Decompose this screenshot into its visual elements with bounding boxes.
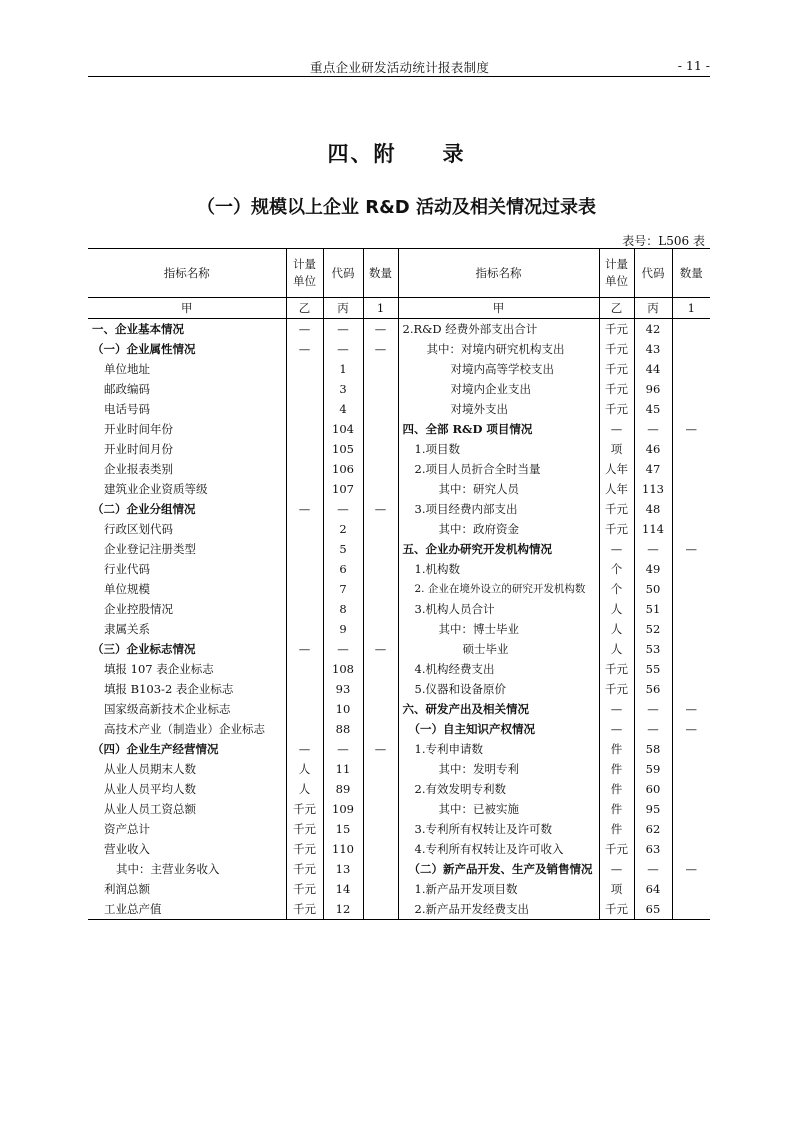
- col-letter-name: 甲: [88, 298, 286, 319]
- code-cell: 53: [634, 639, 672, 659]
- quantity-cell: —: [363, 319, 398, 340]
- unit-cell: 件: [599, 819, 634, 839]
- code-cell: 1: [323, 359, 363, 379]
- indicator-name: 行业代码: [104, 562, 150, 576]
- code-cell: 43: [634, 339, 672, 359]
- quantity-cell: —: [672, 859, 710, 879]
- unit-cell: [286, 559, 323, 579]
- quantity-cell: [672, 459, 710, 479]
- code-cell: 59: [634, 759, 672, 779]
- column-letter-row: [88, 298, 710, 319]
- quantity-cell: [672, 479, 710, 499]
- indicator-name: 五、企业办研究开发机构情况: [398, 539, 599, 559]
- unit-cell: [286, 579, 323, 599]
- indicator-name: 国家级高新技术企业标志: [104, 702, 231, 716]
- quantity-cell: [363, 619, 398, 639]
- indicator-name: 四、全部 R&D 项目情况: [398, 419, 599, 439]
- quantity-cell: [672, 639, 710, 659]
- code-cell: 46: [634, 439, 672, 459]
- quantity-cell: [672, 739, 710, 759]
- table-row: [88, 479, 710, 499]
- quantity-cell: [672, 799, 710, 819]
- code-cell: 5: [323, 539, 363, 559]
- table-row: [88, 679, 710, 699]
- code-cell: 2: [323, 519, 363, 539]
- col-header-name: 指标名称: [398, 249, 599, 298]
- code-cell: 4: [323, 399, 363, 419]
- table-row: [88, 559, 710, 579]
- unit-cell: —: [599, 419, 634, 439]
- unit-cell: [286, 439, 323, 459]
- quantity-cell: [672, 659, 710, 679]
- unit-cell: 千元: [286, 899, 323, 920]
- indicator-name: 4.机构经费支出: [398, 659, 599, 679]
- code-cell: 12: [323, 899, 363, 920]
- quantity-cell: [363, 779, 398, 799]
- quantity-cell: —: [672, 699, 710, 719]
- unit-cell: —: [286, 319, 323, 340]
- code-cell: 63: [634, 839, 672, 859]
- code-cell: 107: [323, 479, 363, 499]
- table-title: （一）规模以上企业 R&D 活动及相关情况过录表: [196, 197, 597, 218]
- unit-cell: —: [599, 719, 634, 739]
- table-header-row: [88, 249, 710, 298]
- indicator-name: 对境外支出: [398, 399, 599, 419]
- table-row: [88, 759, 710, 779]
- unit-cell: [286, 359, 323, 379]
- table-row: [88, 879, 710, 899]
- code-cell: 64: [634, 879, 672, 899]
- quantity-cell: [363, 659, 398, 679]
- indicator-name: 2.有效发明专利数: [398, 779, 599, 799]
- table-row: [88, 439, 710, 459]
- code-cell: 58: [634, 739, 672, 759]
- unit-cell: 件: [599, 799, 634, 819]
- indicator-name: 单位规模: [104, 582, 150, 596]
- code-cell: 42: [634, 319, 672, 340]
- indicator-name: 填报 B103-2 表企业标志: [104, 682, 234, 696]
- table-number: 表号：L506 表: [622, 234, 705, 248]
- code-cell: 48: [634, 499, 672, 519]
- unit-cell: 件: [599, 759, 634, 779]
- table-row: [88, 659, 710, 679]
- quantity-cell: [363, 419, 398, 439]
- quantity-cell: [672, 399, 710, 419]
- code-cell: 9: [323, 619, 363, 639]
- indicator-name: 2.项目人员折合全时当量: [398, 459, 599, 479]
- unit-cell: 千元: [599, 339, 634, 359]
- quantity-cell: [672, 599, 710, 619]
- unit-cell: —: [599, 699, 634, 719]
- indicator-name: 电话号码: [104, 402, 150, 416]
- unit-cell: [286, 459, 323, 479]
- unit-cell: 个: [599, 579, 634, 599]
- code-cell: 49: [634, 559, 672, 579]
- unit-cell: 人: [286, 759, 323, 779]
- indicator-name: （三）企业标志情况: [92, 642, 196, 656]
- table-row: [88, 519, 710, 539]
- col-letter-unit: 乙: [286, 298, 323, 319]
- indicator-name: 对境内高等学校支出: [398, 359, 599, 379]
- indicator-name: 开业时间年份: [104, 422, 173, 436]
- quantity-cell: [672, 559, 710, 579]
- indicator-name: 1.专利申请数: [398, 739, 599, 759]
- indicator-name: 2. 企业在境外设立的研究开发机构数: [398, 579, 599, 599]
- running-header: [88, 56, 710, 77]
- code-cell: —: [323, 319, 363, 340]
- col-letter-name: 甲: [398, 298, 599, 319]
- unit-cell: —: [286, 499, 323, 519]
- code-cell: 88: [323, 719, 363, 739]
- code-cell: 108: [323, 659, 363, 679]
- unit-cell: —: [599, 539, 634, 559]
- col-header-qty: 数量: [363, 249, 398, 298]
- code-cell: —: [634, 539, 672, 559]
- indicator-name: 1.项目数: [398, 439, 599, 459]
- quantity-cell: [672, 839, 710, 859]
- indicator-name: 一、企业基本情况: [92, 322, 184, 336]
- table-row: [88, 399, 710, 419]
- quantity-cell: [363, 759, 398, 779]
- quantity-cell: [363, 539, 398, 559]
- indicator-name: （四）企业生产经营情况: [92, 742, 219, 756]
- unit-cell: 人: [599, 619, 634, 639]
- quantity-cell: [672, 899, 710, 920]
- quantity-cell: [672, 819, 710, 839]
- code-cell: 114: [634, 519, 672, 539]
- quantity-cell: [672, 499, 710, 519]
- indicator-name: 隶属关系: [104, 622, 150, 636]
- quantity-cell: [363, 899, 398, 920]
- code-cell: 51: [634, 599, 672, 619]
- code-cell: 89: [323, 779, 363, 799]
- unit-cell: 人: [599, 639, 634, 659]
- indicator-name: 4.专利所有权转让及许可收入: [398, 839, 599, 859]
- unit-cell: 人年: [599, 459, 634, 479]
- table-row: [88, 539, 710, 559]
- quantity-cell: —: [363, 739, 398, 759]
- unit-cell: [286, 679, 323, 699]
- quantity-cell: —: [363, 339, 398, 359]
- unit-cell: 千元: [286, 859, 323, 879]
- table-row: [88, 719, 710, 739]
- indicator-name: 其中：研究人员: [398, 479, 599, 499]
- table-row: [88, 819, 710, 839]
- indicator-name: 1.新产品开发项目数: [398, 879, 599, 899]
- table-row: [88, 339, 710, 359]
- quantity-cell: [363, 439, 398, 459]
- code-cell: 65: [634, 899, 672, 920]
- indicator-name: （二）企业分组情况: [92, 502, 196, 516]
- table-row: [88, 599, 710, 619]
- indicator-name: 硕士毕业: [398, 639, 599, 659]
- unit-cell: [286, 659, 323, 679]
- code-cell: —: [323, 739, 363, 759]
- col-header-unit: 计量 单位: [599, 249, 634, 298]
- quantity-cell: [672, 759, 710, 779]
- unit-cell: 千元: [599, 519, 634, 539]
- indicator-name: 工业总产值: [88, 899, 286, 920]
- unit-cell: 件: [599, 739, 634, 759]
- indicator-name: 营业收入: [104, 842, 150, 856]
- code-cell: 62: [634, 819, 672, 839]
- code-cell: —: [634, 419, 672, 439]
- quantity-cell: [363, 519, 398, 539]
- quantity-cell: [672, 439, 710, 459]
- unit-cell: 千元: [599, 499, 634, 519]
- unit-cell: —: [286, 639, 323, 659]
- table-row: [88, 639, 710, 659]
- quantity-cell: —: [672, 539, 710, 559]
- unit-cell: —: [286, 739, 323, 759]
- unit-cell: [286, 599, 323, 619]
- quantity-cell: [672, 579, 710, 599]
- quantity-cell: [363, 379, 398, 399]
- code-cell: 50: [634, 579, 672, 599]
- indicator-name: 对境内企业支出: [398, 379, 599, 399]
- quantity-cell: —: [363, 499, 398, 519]
- quantity-cell: [672, 679, 710, 699]
- indicator-name: 3.项目经费内部支出: [398, 499, 599, 519]
- unit-cell: 千元: [599, 379, 634, 399]
- unit-cell: 人: [286, 779, 323, 799]
- col-letter-code: 丙: [634, 298, 672, 319]
- quantity-cell: [363, 819, 398, 839]
- code-cell: 95: [634, 799, 672, 819]
- quantity-cell: [363, 799, 398, 819]
- indicator-name: 3.专利所有权转让及许可数: [398, 819, 599, 839]
- quantity-cell: —: [363, 639, 398, 659]
- unit-cell: [286, 419, 323, 439]
- indicator-name: 行政区划代码: [104, 522, 173, 536]
- code-cell: —: [634, 699, 672, 719]
- indicator-name: 3.机构人员合计: [398, 599, 599, 619]
- indicator-name: 其中：发明专利: [398, 759, 599, 779]
- quantity-cell: [363, 699, 398, 719]
- unit-cell: 千元: [286, 819, 323, 839]
- code-cell: 47: [634, 459, 672, 479]
- code-cell: 6: [323, 559, 363, 579]
- unit-cell: 千元: [599, 319, 634, 340]
- unit-cell: [286, 719, 323, 739]
- unit-cell: 件: [599, 779, 634, 799]
- quantity-cell: [363, 879, 398, 899]
- indicator-name: 2.R&D 经费外部支出合计: [398, 319, 599, 340]
- unit-cell: [286, 699, 323, 719]
- table-row: [88, 699, 710, 719]
- unit-cell: 千元: [286, 799, 323, 819]
- code-cell: 55: [634, 659, 672, 679]
- col-letter-unit: 乙: [599, 298, 634, 319]
- code-cell: —: [634, 719, 672, 739]
- quantity-cell: [672, 779, 710, 799]
- quantity-cell: [363, 559, 398, 579]
- col-header-code: 代码: [634, 249, 672, 298]
- code-cell: 105: [323, 439, 363, 459]
- code-cell: 93: [323, 679, 363, 699]
- code-cell: 10: [323, 699, 363, 719]
- quantity-cell: —: [672, 719, 710, 739]
- quantity-cell: [363, 599, 398, 619]
- col-letter-code: 丙: [323, 298, 363, 319]
- code-cell: 56: [634, 679, 672, 699]
- code-cell: 106: [323, 459, 363, 479]
- indicator-name: 从业人员工资总额: [104, 802, 196, 816]
- indicator-name: 其中：博士毕业: [398, 619, 599, 639]
- indicator-name: 六、研发产出及相关情况: [398, 699, 599, 719]
- unit-cell: 千元: [286, 839, 323, 859]
- unit-cell: 千元: [599, 899, 634, 920]
- col-header-unit: 计量 单位: [286, 249, 323, 298]
- table-row: [88, 799, 710, 819]
- unit-cell: 千元: [599, 839, 634, 859]
- indicator-name: 从业人员期末人数: [104, 762, 196, 776]
- code-cell: 3: [323, 379, 363, 399]
- quantity-cell: —: [672, 419, 710, 439]
- code-cell: 11: [323, 759, 363, 779]
- indicator-name: 开业时间月份: [104, 442, 173, 456]
- quantity-cell: [363, 359, 398, 379]
- indicator-name: 建筑业企业资质等级: [104, 482, 208, 496]
- quantity-cell: [672, 339, 710, 359]
- code-cell: 8: [323, 599, 363, 619]
- indicator-name: （二）新产品开发、生产及销售情况: [398, 859, 599, 879]
- indicator-name: 其中：已被实施: [398, 799, 599, 819]
- quantity-cell: [363, 859, 398, 879]
- indicator-name: 高技术产业（制造业）企业标志: [104, 722, 265, 736]
- indicator-name: 资产总计: [104, 822, 150, 836]
- quantity-cell: [672, 879, 710, 899]
- code-cell: 96: [634, 379, 672, 399]
- indicator-name: 2.新产品开发经费支出: [398, 899, 599, 920]
- indicator-name: 填报 107 表企业标志: [104, 662, 214, 676]
- quantity-cell: [672, 519, 710, 539]
- indicator-name: 从业人员平均人数: [104, 782, 196, 796]
- unit-cell: 千元: [599, 359, 634, 379]
- table-row: [88, 579, 710, 599]
- quantity-cell: [363, 719, 398, 739]
- quantity-cell: [363, 579, 398, 599]
- code-cell: 13: [323, 859, 363, 879]
- unit-cell: 千元: [286, 879, 323, 899]
- unit-cell: 千元: [599, 659, 634, 679]
- code-cell: 110: [323, 839, 363, 859]
- quantity-cell: [363, 839, 398, 859]
- table-row: [88, 839, 710, 859]
- code-cell: 14: [323, 879, 363, 899]
- code-cell: 52: [634, 619, 672, 639]
- unit-cell: [286, 399, 323, 419]
- unit-cell: 人年: [599, 479, 634, 499]
- unit-cell: 人: [599, 599, 634, 619]
- code-cell: 113: [634, 479, 672, 499]
- code-cell: 45: [634, 399, 672, 419]
- code-cell: 44: [634, 359, 672, 379]
- table-row: [88, 319, 710, 340]
- table-row: [88, 419, 710, 439]
- quantity-cell: [363, 679, 398, 699]
- unit-cell: [286, 379, 323, 399]
- quantity-cell: [672, 619, 710, 639]
- table-row: [88, 899, 710, 920]
- indicator-name: （一）企业属性情况: [92, 342, 196, 356]
- table-row: [88, 859, 710, 879]
- unit-cell: 千元: [599, 679, 634, 699]
- unit-cell: —: [286, 339, 323, 359]
- indicator-name: 其中：政府资金: [398, 519, 599, 539]
- code-cell: 7: [323, 579, 363, 599]
- indicator-name: 其中：对境内研究机构支出: [398, 339, 599, 359]
- col-letter-qty: 1: [672, 298, 710, 319]
- table-row: [88, 739, 710, 759]
- table-row: [88, 459, 710, 479]
- code-cell: —: [323, 639, 363, 659]
- code-cell: 60: [634, 779, 672, 799]
- indicator-name: 5.仪器和设备原价: [398, 679, 599, 699]
- col-header-qty: 数量: [672, 249, 710, 298]
- table-row: [88, 359, 710, 379]
- quantity-cell: [672, 319, 710, 340]
- unit-cell: [286, 479, 323, 499]
- record-table: [88, 248, 710, 920]
- indicator-name: 企业报表类别: [104, 462, 173, 476]
- unit-cell: [286, 519, 323, 539]
- running-header-title: 重点企业研发活动统计报表制度: [310, 60, 490, 75]
- unit-cell: 项: [599, 439, 634, 459]
- quantity-cell: [672, 359, 710, 379]
- code-cell: —: [634, 859, 672, 879]
- unit-cell: [286, 539, 323, 559]
- indicator-name: 1.机构数: [398, 559, 599, 579]
- unit-cell: 个: [599, 559, 634, 579]
- indicator-name: 企业控股情况: [104, 602, 173, 616]
- indicator-name: 利润总额: [104, 882, 150, 896]
- indicator-name: 单位地址: [104, 362, 150, 376]
- quantity-cell: [363, 459, 398, 479]
- unit-cell: —: [599, 859, 634, 879]
- table-row: [88, 779, 710, 799]
- quantity-cell: [672, 379, 710, 399]
- quantity-cell: [363, 399, 398, 419]
- unit-cell: 千元: [599, 399, 634, 419]
- indicator-name: 企业登记注册类型: [104, 542, 196, 556]
- table-row: [88, 619, 710, 639]
- indicator-name: 其中：主营业务收入: [116, 862, 220, 876]
- unit-cell: [286, 619, 323, 639]
- indicator-name: 邮政编码: [104, 382, 150, 396]
- code-cell: —: [323, 499, 363, 519]
- col-header-code: 代码: [323, 249, 363, 298]
- code-cell: —: [323, 339, 363, 359]
- code-cell: 15: [323, 819, 363, 839]
- quantity-cell: [363, 479, 398, 499]
- table-row: [88, 379, 710, 399]
- code-cell: 109: [323, 799, 363, 819]
- unit-cell: 项: [599, 879, 634, 899]
- section-title: 四、附 录: [327, 142, 466, 166]
- col-letter-qty: 1: [363, 298, 398, 319]
- indicator-name: （一）自主知识产权情况: [398, 719, 599, 739]
- table-row: [88, 499, 710, 519]
- page-number: - 11 -: [677, 58, 710, 73]
- code-cell: 104: [323, 419, 363, 439]
- col-header-name: 指标名称: [88, 249, 286, 298]
